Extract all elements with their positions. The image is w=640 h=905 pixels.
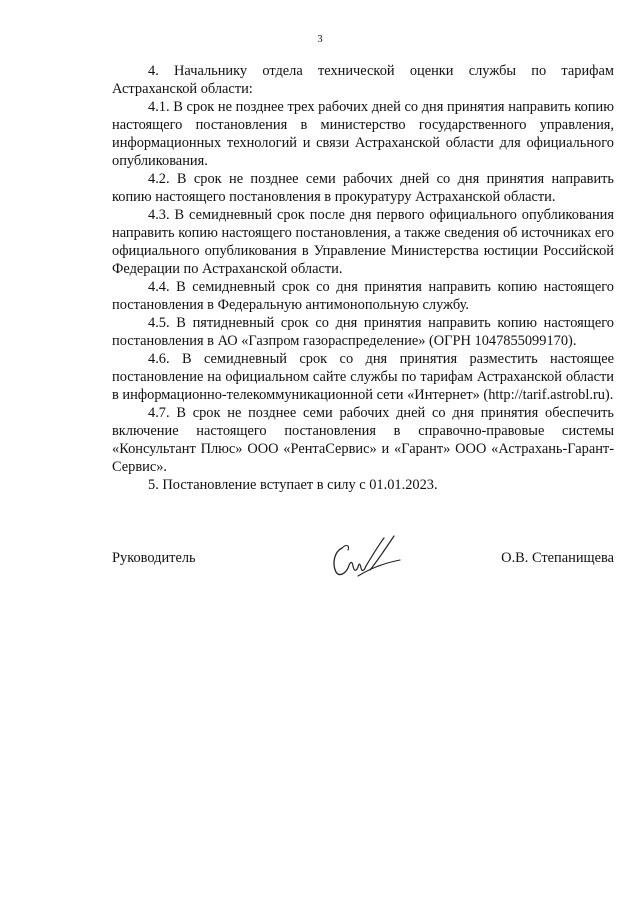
paragraph-4-4: 4.4. В семидневный срок со дня принятия направить копию настоящего постановления в Федеральную антимонопольную службу.	[112, 279, 614, 313]
paragraph-5: 5. Постановление вступает в силу с 01.01.2023.	[148, 477, 438, 493]
paragraph-4-6: 4.6. В семидневный срок со дня принятия разместить настоящее постановление на официальном сайте службы по тарифам Астраханской области в информационно-телекоммуникационной сети «Интернет» (http://tarif.astrobl.ru).	[112, 351, 614, 403]
paragraph-4-2: 4.2. В срок не позднее семи рабочих дней со дня принятия направить копию настоящего постановления в прокуратуру Астраханской области.	[112, 171, 614, 205]
page-number: 3	[317, 34, 323, 45]
paragraph-4-7: 4.7. В срок не позднее семи рабочих дней со дня принятия обеспечить включение настоящего постановления в справочно-правовые системы «Консультант Плюс» ООО «РентаСервис» и «Гарант» ООО «Астрахань-Гарант-Сервис».	[112, 405, 614, 475]
signer-title: Руководитель	[112, 550, 196, 566]
paragraph-4-3: 4.3. В семидневный срок после дня первого официального опубликования направить копию настоящего постановления, а также сведения об источниках его официального опубликования в Управление Министерства юстиции Российской Федерации по Астраханской области.	[112, 207, 614, 277]
document-body	[112, 62, 614, 494]
paragraph-4: 4. Начальнику отдела технической оценки службы по тарифам Астраханской области:	[112, 63, 614, 97]
handwritten-signature	[328, 534, 404, 582]
paragraph-4-5: 4.5. В пятидневный срок со дня принятия направить копию настоящего постановления в АО «Газпром газораспределение» (ОГРН 1047855099170).	[112, 315, 614, 349]
paragraph-4-1: 4.1. В срок не позднее трех рабочих дней со дня принятия направить копию настоящего постановления в министерство государственного управления, информационных технологий и связи Астраханской области для официального опубликования.	[112, 99, 614, 169]
signer-name: О.В. Степанищева	[501, 550, 614, 566]
